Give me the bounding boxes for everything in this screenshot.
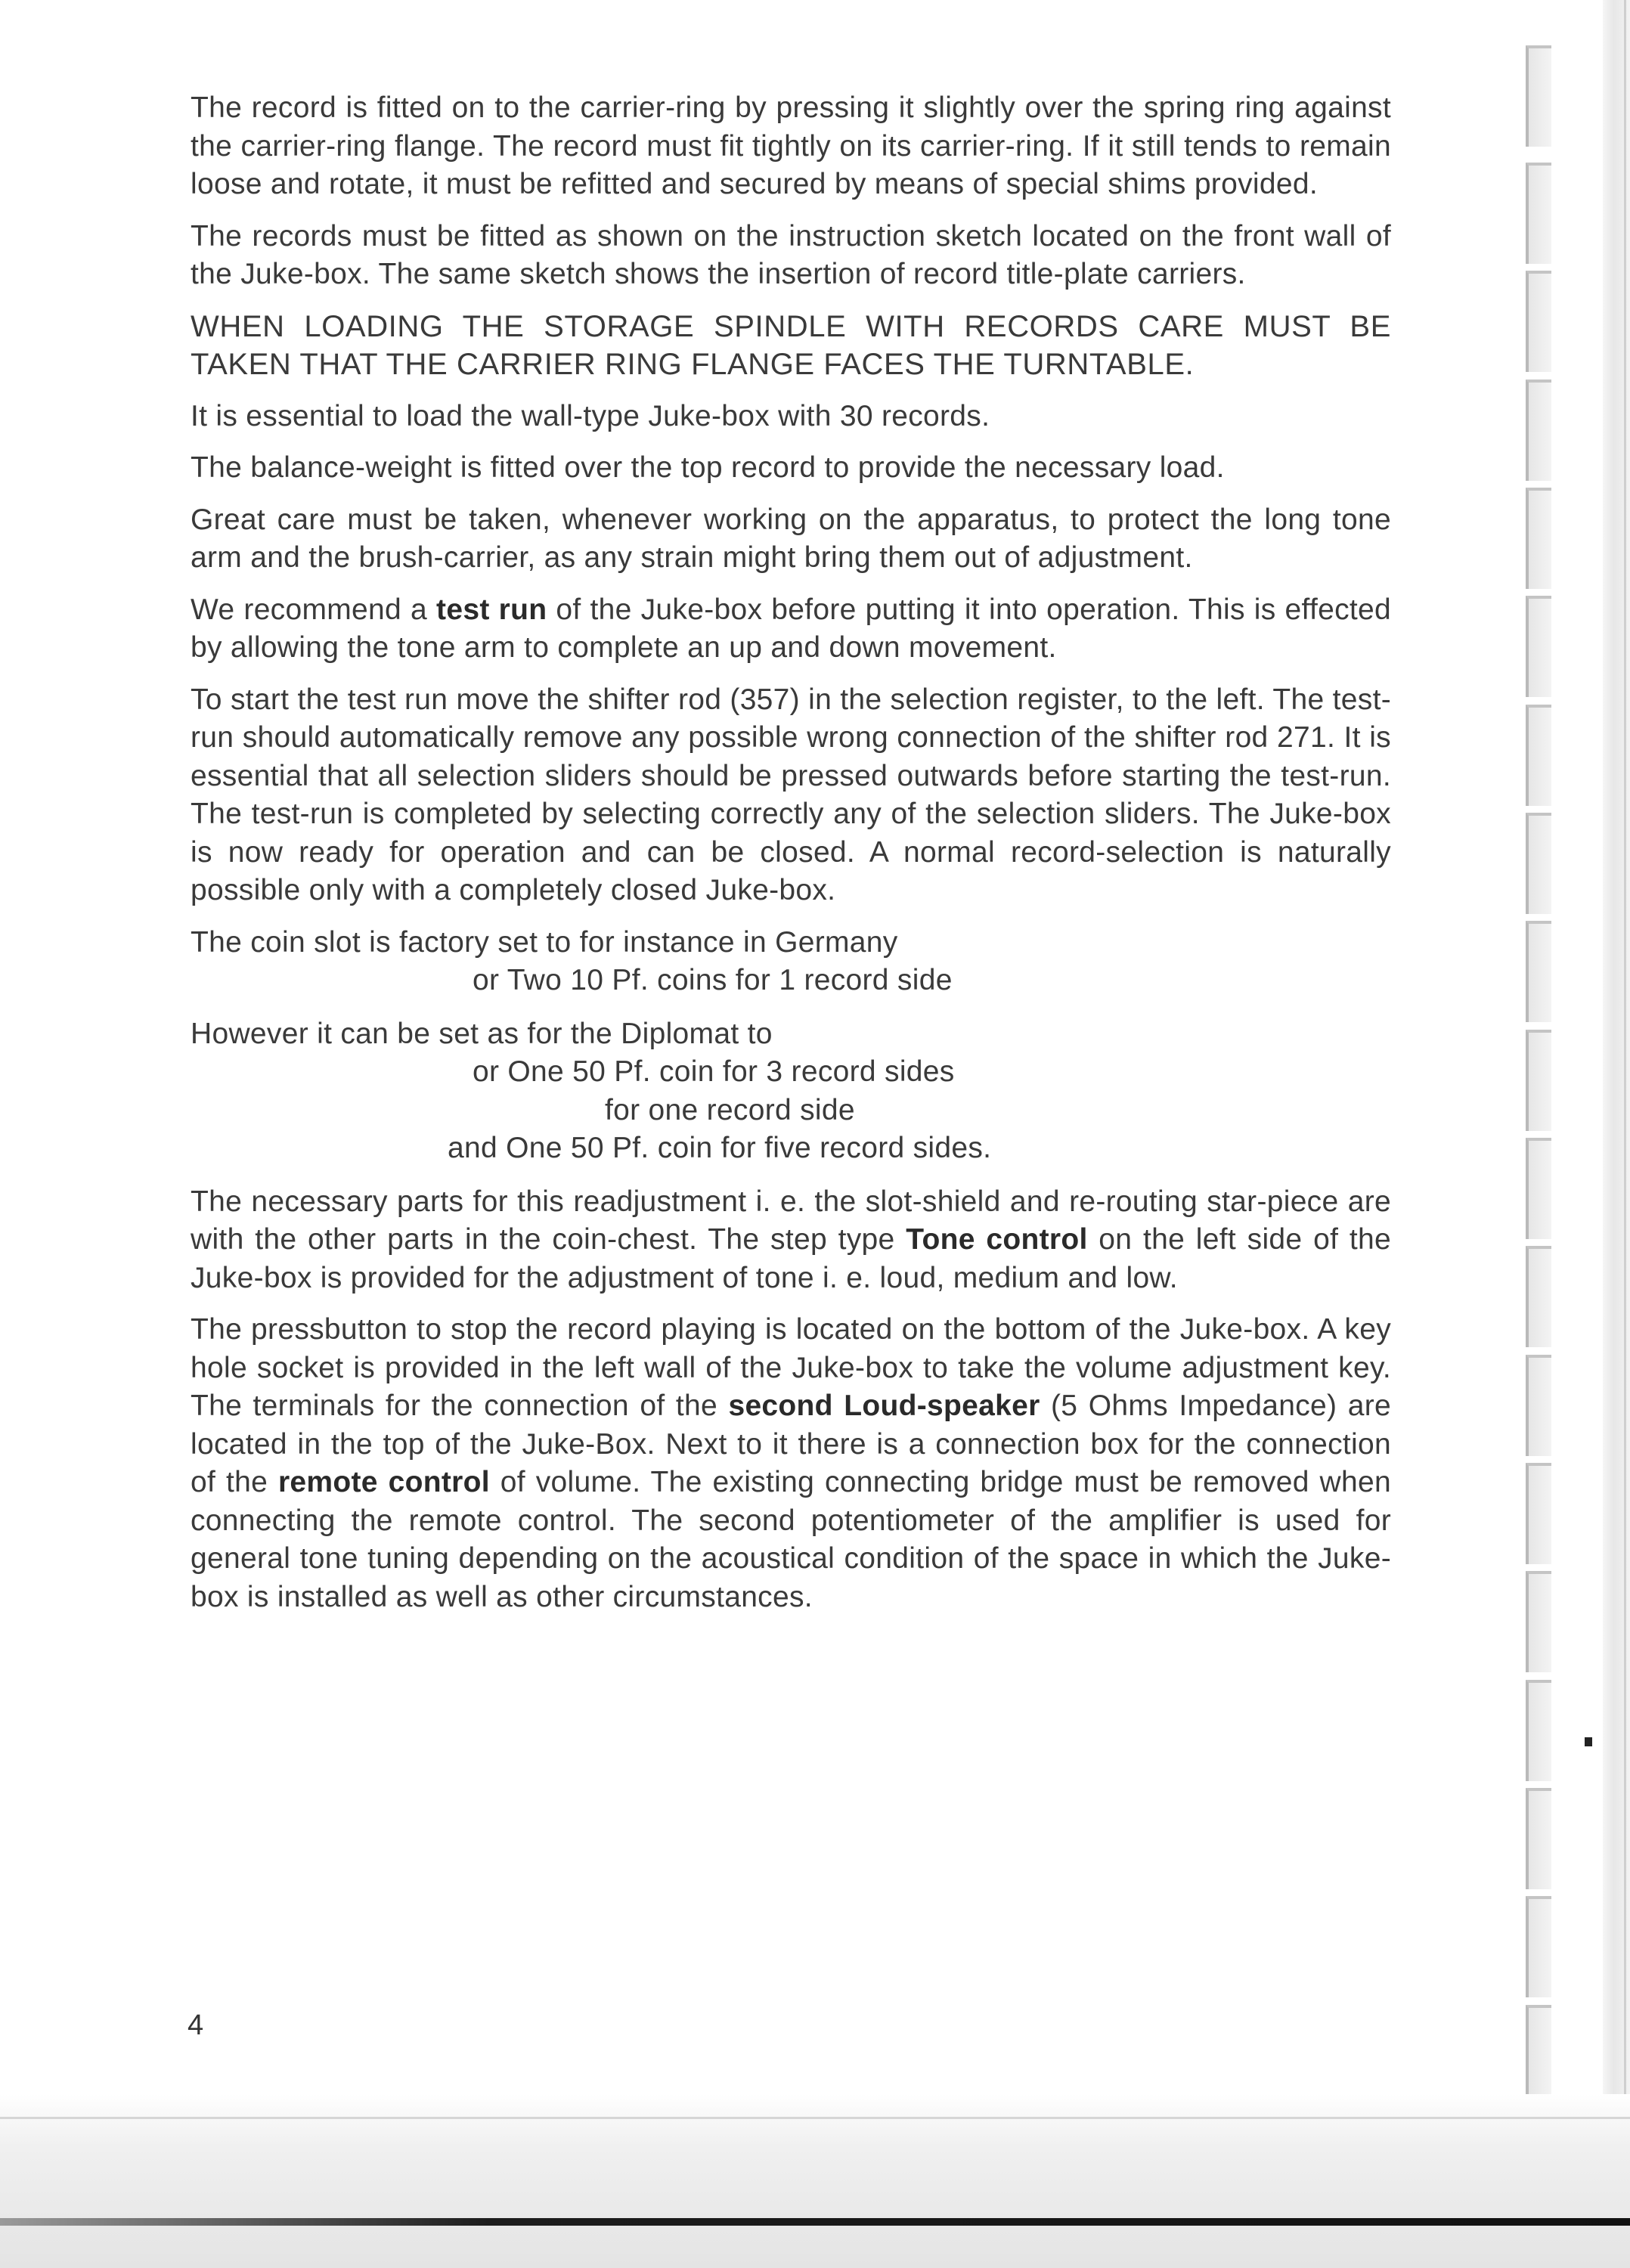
index-tab bbox=[1526, 1138, 1551, 1239]
pressbutton-part3: of volume. The existing connecting bridge must be removed when connecting the remote control. The second potentiometer of the amplifier is used for general tone tuning depending on the acoustical condition of the space in which the Juke-box is installed as well as other circumstances. bbox=[191, 1466, 1391, 1613]
remote-control-bold: remote control bbox=[277, 1466, 490, 1498]
coin-line-3: However it can be set as for the Diplomat to bbox=[191, 1017, 773, 1050]
body-text bbox=[191, 89, 1391, 1630]
paragraph-pressbutton bbox=[191, 1311, 1391, 1616]
index-tab bbox=[1526, 2005, 1551, 2106]
index-tab bbox=[1526, 1788, 1551, 1889]
pressbutton-part1: The pressbutton to stop the record playing is located on the bottom of the Juke-box. A key hole socket is provided in the left wall of the Juke-box to take the volume adjustment key. The terminals for the connection of the bbox=[191, 1313, 1391, 1422]
paragraph-warning-caps: WHEN LOADING THE STORAGE SPINDLE WITH RECORDS CARE MUST BE TAKEN THAT THE CARRIER RING FLANGE FACES THE TURNTABLE. bbox=[191, 309, 1391, 381]
index-tab bbox=[1526, 271, 1551, 372]
coin-slot-block bbox=[191, 924, 1391, 1183]
readjust-rest: on the left side of the Juke-box is provided for the adjustment of tone i. e. loud, medium and low. bbox=[191, 1223, 1391, 1294]
paragraph-readjustment bbox=[191, 1183, 1391, 1298]
coin-line-4: or One 50 Pf. coin for 3 record sides bbox=[473, 1055, 955, 1088]
test-run-rest: of the Juke-box before putting it into operation. This is effected by allowing the tone arm to complete an up and down movement. bbox=[191, 593, 1391, 664]
index-tab bbox=[1526, 1030, 1551, 1131]
edge-marker-dot bbox=[1585, 1737, 1592, 1746]
paragraph-test-run bbox=[191, 591, 1391, 668]
paragraph-balance-weight: The balance-weight is fitted over the top record to provide the necessary load. bbox=[191, 451, 1225, 484]
paragraph-start-test-run: To start the test run move the shifter rod (357) in the selection register, to the left. The test-run should automatically remove any possible wrong connection of the shifter rod 271. It is essential that all selection sliders should be pressed outwards before starting the test-run. The test-run is completed by selecting correctly any of the selection sliders. The Juke-box is now ready for operation and can be closed. A normal record-selection is naturally possible only with a completely closed Juke-box. bbox=[191, 683, 1391, 906]
paragraph-instruction-sketch: The records must be fitted as shown on the instruction sketch located on the front wall of the Juke-box. The same sketch shows the insertion of record title-plate carriers. bbox=[191, 219, 1391, 290]
readjust-intro: The necessary parts for this readjustment i. e. the slot-shield and re-routing star-piece are with the other parts in the coin-chest. The step type bbox=[191, 1185, 1391, 1256]
index-tab bbox=[1526, 921, 1551, 1022]
index-tab bbox=[1526, 1680, 1551, 1781]
scan-faint-rule bbox=[0, 2117, 1630, 2119]
paragraph-load-records: It is essential to load the wall-type Juke-box with 30 records. bbox=[191, 399, 990, 432]
paragraph-care: Great care must be taken, whenever working on the apparatus, to protect the long tone arm and the brush-carrier, as any strain might bring them out of adjustment. bbox=[191, 503, 1391, 574]
index-tab bbox=[1526, 705, 1551, 806]
tone-control-bold: Tone control bbox=[906, 1223, 1088, 1256]
paragraph-record-fitting: The record is fitted on to the carrier-ring by pressing it slightly over the spring ring against the carrier-ring flange. The record must fit tightly on its carrier-ring. If it still tends to remain loose and rotate, it must be refitted and secured by means of special shims provided. bbox=[191, 91, 1391, 200]
coin-line-6: and One 50 Pf. coin for five record sides. bbox=[448, 1132, 992, 1164]
scan-bottom-shadow bbox=[0, 2094, 1630, 2268]
index-tab bbox=[1526, 813, 1551, 914]
coin-line-2: or Two 10 Pf. coins for 1 record side bbox=[473, 964, 953, 996]
pressbutton-part2: (5 Ohms Impedance) are located in the top of the Juke-Box. Next to it there is a connection box for the connection of the bbox=[191, 1390, 1391, 1498]
index-tab bbox=[1526, 1355, 1551, 1456]
index-tab bbox=[1526, 45, 1551, 147]
index-tab bbox=[1526, 596, 1551, 697]
page-number: 4 bbox=[187, 2009, 204, 2041]
index-tab-column bbox=[1526, 45, 1571, 2192]
coin-line-1: The coin slot is factory set to for instance in Germany bbox=[191, 925, 898, 959]
coin-line-5: for one record side bbox=[605, 1093, 855, 1126]
page-edge-line bbox=[1624, 0, 1626, 2268]
index-tab bbox=[1526, 488, 1551, 589]
index-tab bbox=[1526, 380, 1551, 481]
test-run-intro: We recommend a bbox=[191, 593, 437, 626]
loudspeaker-bold: second Loud-speaker bbox=[728, 1390, 1040, 1422]
index-tab bbox=[1526, 163, 1551, 264]
index-tab bbox=[1526, 1463, 1551, 1564]
index-tab bbox=[1526, 1571, 1551, 1672]
index-tab bbox=[1526, 1246, 1551, 1347]
test-run-bold: test run bbox=[436, 593, 547, 626]
index-tab bbox=[1526, 1896, 1551, 1997]
scan-bottom-rule bbox=[0, 2218, 1630, 2226]
